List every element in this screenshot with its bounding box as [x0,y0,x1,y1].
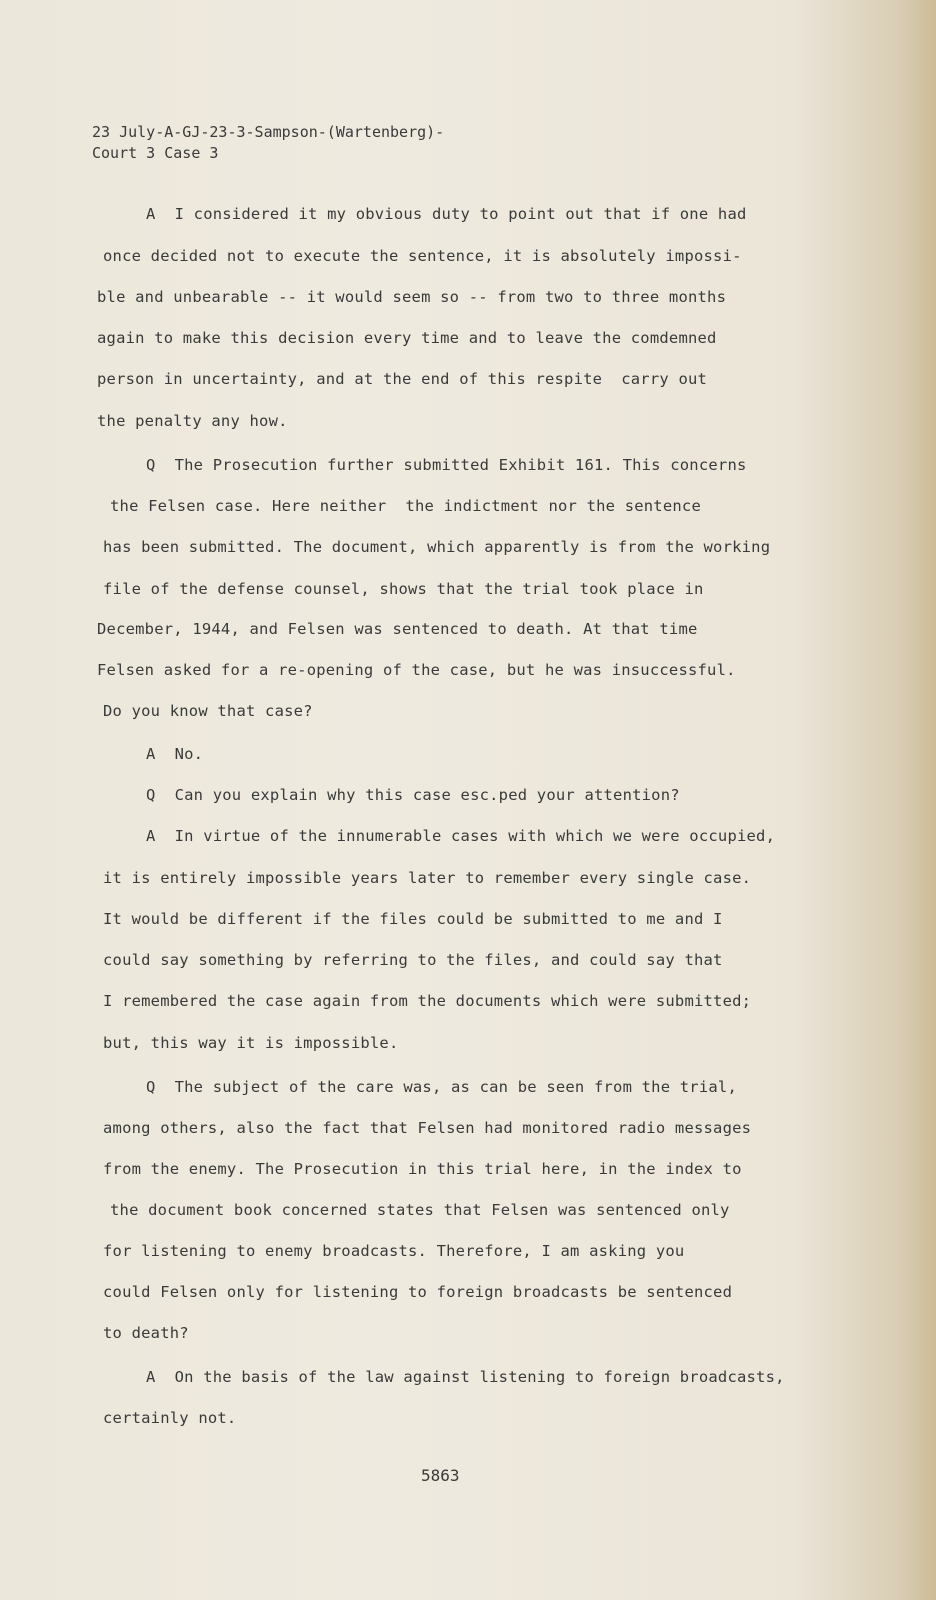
text-line: could say something by referring to the files, and could say that [103,951,723,969]
header-line-2: Court 3 Case 3 [92,144,219,162]
text-line: Q The subject of the care was, as can be seen from the trial, [146,1078,737,1096]
text-line: the document book concerned states that Felsen was sentenced only [110,1201,730,1219]
text-line: but, this way it is impossible. [103,1034,399,1052]
text-line: once decided not to execute the sentence, it is absolutely impossi- [103,247,742,265]
text-line: the penalty any how. [97,412,288,430]
header-line-1: 23 July-A-GJ-23-3-Sampson-(Wartenberg)- [92,123,445,141]
text-line: A On the basis of the law against listening to foreign broadcasts, [146,1368,785,1386]
text-line: it is entirely impossible years later to remember every single case. [103,869,752,887]
text-line: could Felsen only for listening to foreign broadcasts be sentenced [103,1283,733,1301]
text-line: file of the defense counsel, shows that the trial took place in [103,580,704,598]
text-line: A No. [146,745,204,763]
text-line: Do you know that case? [103,702,313,720]
text-line: from the enemy. The Prosecution in this trial here, in the index to [103,1160,742,1178]
page-number: 5863 [421,1466,460,1485]
text-line: the Felsen case. Here neither the indictment nor the sentence [110,497,701,515]
text-line: Q The Prosecution further submitted Exhibit 161. This concerns [146,456,747,474]
text-line: It would be different if the files could be submitted to me and I [103,910,723,928]
text-line: for listening to enemy broadcasts. Therefore, I am asking you [103,1242,685,1260]
text-line: among others, also the fact that Felsen had monitored radio messages [103,1119,752,1137]
text-line: December, 1944, and Felsen was sentenced to death. At that time [97,620,698,638]
text-line: has been submitted. The document, which apparently is from the working [103,538,771,556]
text-line: certainly not. [103,1409,237,1427]
text-line: again to make this decision every time and to leave the comdemned [97,329,717,347]
document-header [92,122,444,164]
text-line: ble and unbearable -- it would seem so -- from two to three months [97,288,727,306]
text-line: I remembered the case again from the documents which were submitted; [103,992,752,1010]
text-line: A I considered it my obvious duty to point out that if one had [146,205,747,223]
text-line: A In virtue of the innumerable cases with which we were occupied, [146,827,776,845]
text-line: person in uncertainty, and at the end of this respite carry out [97,370,708,388]
text-line: Felsen asked for a re-opening of the case, but he was insuccessful. [97,661,736,679]
text-line: Q Can you explain why this case esc.ped your attention? [146,786,680,804]
text-line: to death? [103,1324,189,1342]
